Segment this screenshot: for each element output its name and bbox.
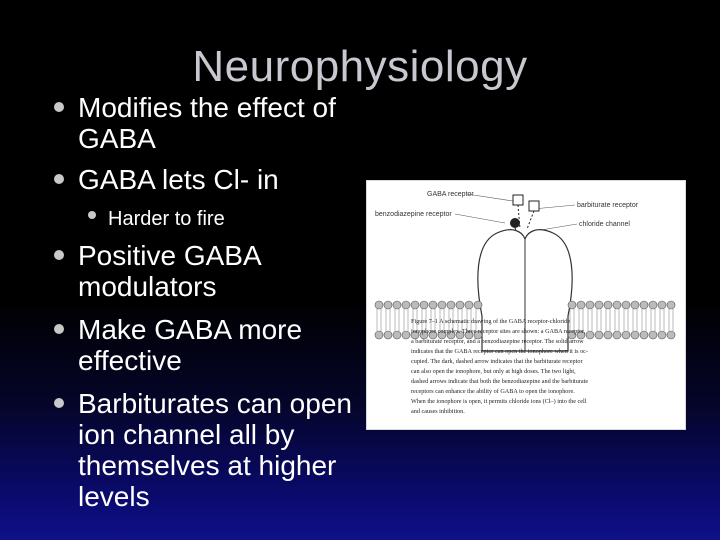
bullet-item: Modifies the effect of GABA xyxy=(78,92,336,154)
bullet-icon xyxy=(54,398,64,408)
slide-title: Neurophysiology xyxy=(192,42,528,91)
gaba-receptor-figure xyxy=(366,180,686,430)
caption-line: When the ionophore is open, it permits chloride ions (Cl–) into the cell xyxy=(411,398,587,405)
benzodiazepine-site-icon xyxy=(510,218,520,228)
caption-line: and causes inhibition. xyxy=(411,408,465,415)
bullet-item: GABA lets Cl- in xyxy=(78,164,279,195)
bullet-icon xyxy=(54,324,64,334)
caption-line: Figure 7–1 A schematic drawing of the GABA receptor-chloride xyxy=(411,318,570,325)
bullet-item: Positive GABA modulators xyxy=(78,240,262,302)
caption-line: indicates that the GABA receptor can open the ionophore when it is oc- xyxy=(411,348,588,355)
barbiturate-receptor-label: barbiturate receptor xyxy=(577,202,639,209)
caption-line: can also open the ionophore, but only at high doses. The two light, xyxy=(411,368,576,375)
caption-line: receptors can enhance the ability of GABA to open the ionophore. xyxy=(411,388,575,395)
bullet-icon xyxy=(54,102,64,112)
receptor-diagram xyxy=(367,181,685,429)
sub-bullet-item: Harder to fire xyxy=(108,204,225,235)
bullet-icon xyxy=(88,211,96,219)
bullet-icon xyxy=(54,174,64,184)
bullet-item: Barbiturates can open ion channel all by themselves at higher levels xyxy=(78,388,352,512)
caption-line: dashed arrows indicate that both the benzodiazepine and the barbiturate xyxy=(411,378,589,385)
barbiturate-site-icon xyxy=(529,201,539,211)
chloride-channel-label: chloride channel xyxy=(579,221,630,228)
benzodiazepine-receptor-label: benzodiazepine receptor xyxy=(375,211,452,218)
gaba-site-icon xyxy=(513,195,523,205)
caption-line: ionophore complex. Three receptor sites are shown: a GABA receptor, xyxy=(411,328,586,335)
bullet-icon xyxy=(54,250,64,260)
caption-line: cupied. The dark, dashed arrow indicates that the barbiturate receptor xyxy=(411,358,583,365)
figure-caption xyxy=(411,318,588,415)
bullet-item: Make GABA more effective xyxy=(78,314,302,376)
caption-line: a barbiturate receptor, and a benzodiazepine receptor. The solid arrow xyxy=(411,338,584,345)
gaba-receptor-label: GABA receptor xyxy=(427,191,474,198)
